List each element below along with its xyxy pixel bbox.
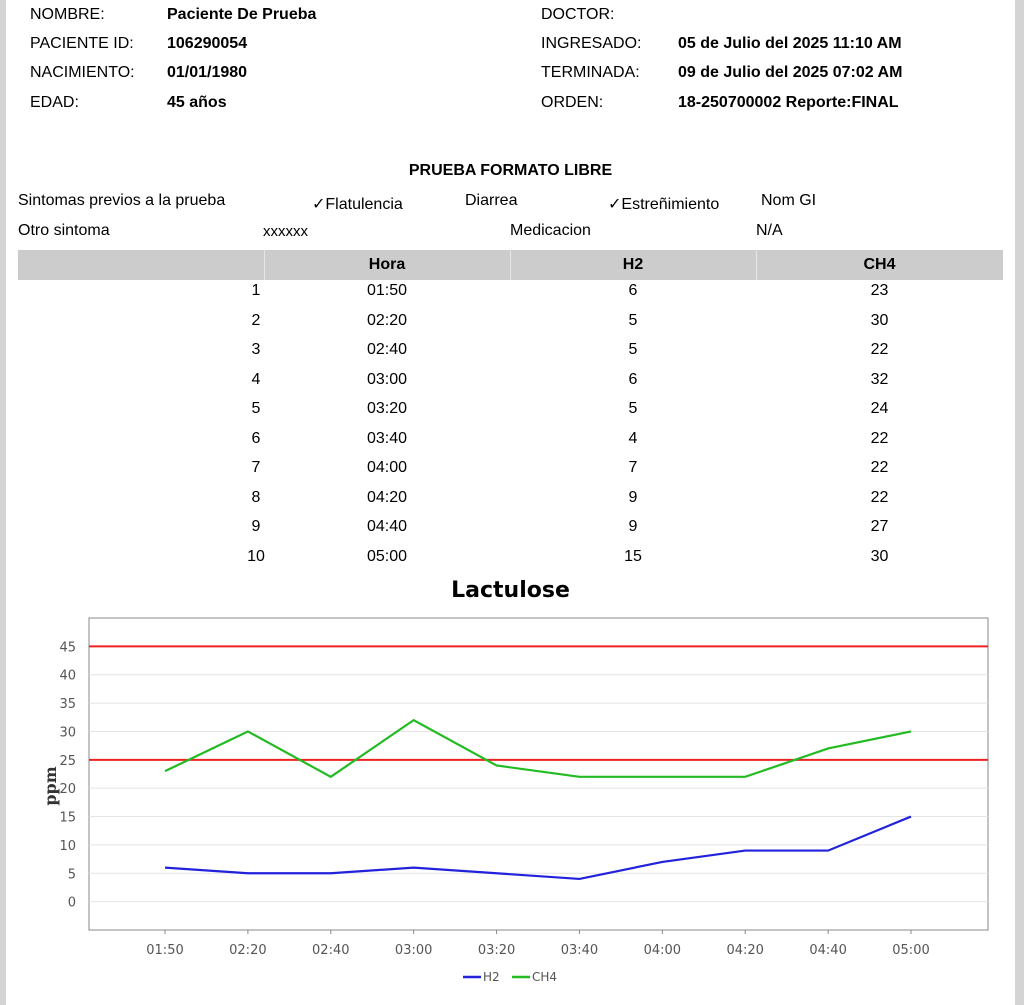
y-tick-label: 5 <box>67 867 76 883</box>
cell-hora: 02:20 <box>366 311 408 329</box>
table-row <box>18 280 1003 310</box>
cell-h2: 15 <box>624 547 642 565</box>
y-tick-label: 35 <box>59 697 76 713</box>
ingresado-value: 05 de Julio del 2025 11:10 AM <box>678 35 902 52</box>
y-tick-label: 45 <box>59 640 76 656</box>
orden-label: ORDEN: <box>541 94 604 111</box>
cell-hora: 03:00 <box>366 370 408 388</box>
y-tick-label: 25 <box>59 753 76 769</box>
cell-index: 4 <box>251 370 261 388</box>
cell-ch4: 30 <box>870 547 889 565</box>
otro-sintoma-label: Otro sintoma <box>18 222 110 239</box>
y-tick-label: 0 <box>67 895 76 911</box>
cell-ch4: 24 <box>870 400 889 417</box>
plot-area <box>89 618 988 930</box>
paciente-id-value: 106290054 <box>167 35 248 52</box>
report-page <box>6 0 1015 1005</box>
header-hora: Hora <box>368 256 406 273</box>
medicacion-label: Medicacion <box>510 222 591 239</box>
cell-index: 7 <box>251 459 261 476</box>
legend-label-h2: H2 <box>483 970 500 984</box>
cell-h2: 7 <box>628 459 638 476</box>
table-row <box>18 457 1003 487</box>
cell-index: 6 <box>251 429 261 447</box>
chart-title: Lactulose <box>451 578 570 603</box>
cell-ch4: 27 <box>870 518 889 535</box>
nacimiento-label: NACIMIENTO: <box>30 64 135 81</box>
nom-gi-label: Nom GI <box>761 192 817 209</box>
cell-hora: 03:40 <box>366 429 408 447</box>
header-index <box>18 250 264 280</box>
section-title: PRUEBA FORMATO LIBRE <box>408 162 613 179</box>
cell-index: 2 <box>251 311 261 329</box>
header-ch4: CH4 <box>863 256 896 273</box>
table-row <box>18 428 1003 458</box>
table-row <box>18 516 1003 546</box>
x-tick-label: 03:40 <box>560 943 599 958</box>
cell-hora: 04:40 <box>366 518 408 535</box>
x-tick-label: 04:00 <box>643 943 682 958</box>
cell-index: 3 <box>251 341 261 358</box>
cell-h2: 9 <box>628 488 638 506</box>
cell-ch4: 23 <box>870 282 889 299</box>
cell-ch4: 22 <box>870 488 889 506</box>
cell-index: 8 <box>251 488 261 506</box>
terminada-label: TERMINADA: <box>541 64 640 81</box>
cell-index: 5 <box>251 400 261 417</box>
cell-ch4: 22 <box>870 429 889 447</box>
y-tick-label: 40 <box>59 668 76 684</box>
estrenimiento-check: ✓Estreñimiento <box>608 196 720 213</box>
y-tick-label: 20 <box>59 782 76 798</box>
y-tick-label: 10 <box>59 838 76 854</box>
cell-hora: 04:00 <box>366 459 408 476</box>
orden-value: 18-250700002 Reporte:FINAL <box>678 94 899 111</box>
cell-h2: 5 <box>628 341 638 358</box>
cell-index: 10 <box>247 547 265 565</box>
y-axis-label: ppm <box>41 766 60 806</box>
diarrea-label: Diarrea <box>465 192 518 209</box>
cell-ch4: 30 <box>870 311 889 329</box>
cell-index: 9 <box>251 518 261 535</box>
x-tick-label: 01:50 <box>146 943 184 958</box>
ingresado-label: INGRESADO: <box>541 35 642 52</box>
cell-ch4: 22 <box>870 459 889 476</box>
sintomas-previos-label: Sintomas previos a la prueba <box>18 192 226 209</box>
cell-h2: 4 <box>628 429 638 447</box>
x-tick-label: 05:00 <box>892 943 930 958</box>
cell-h2: 5 <box>628 400 638 417</box>
header-h2: H2 <box>622 256 644 273</box>
cell-ch4: 22 <box>870 341 889 358</box>
cell-h2: 6 <box>628 282 638 299</box>
x-tick-label: 03:00 <box>394 943 433 958</box>
nombre-label: NOMBRE: <box>30 6 105 23</box>
x-tick-label: 02:40 <box>312 943 350 958</box>
x-tick-label: 02:20 <box>229 943 267 958</box>
nombre-value: Paciente De Prueba <box>167 6 317 23</box>
otro-sintoma-value: xxxxxx <box>263 223 308 240</box>
table-row <box>18 369 1003 399</box>
cell-h2: 6 <box>628 370 638 388</box>
y-tick-label: 30 <box>59 725 76 741</box>
nacimiento-value: 01/01/1980 <box>167 64 248 81</box>
lactulose-chart <box>6 600 1015 1000</box>
medicacion-value: N/A <box>756 222 783 239</box>
cell-h2: 5 <box>628 311 638 329</box>
x-tick-label: 03:20 <box>477 943 516 958</box>
terminada-value: 09 de Julio del 2025 07:02 AM <box>678 64 903 81</box>
cell-hora: 03:20 <box>366 400 408 417</box>
cell-ch4: 32 <box>870 370 889 388</box>
table-row <box>18 546 1003 576</box>
table-row <box>18 310 1003 340</box>
cell-hora: 02:40 <box>366 341 408 358</box>
table-row <box>18 339 1003 369</box>
table-header <box>18 250 1003 280</box>
cell-h2: 9 <box>628 518 638 535</box>
edad-value: 45 años <box>167 94 227 111</box>
y-tick-label: 15 <box>59 810 76 826</box>
flatulencia-check: ✓Flatulencia <box>312 196 403 213</box>
cell-hora: 05:00 <box>366 547 408 565</box>
cell-hora: 04:20 <box>366 488 408 506</box>
cell-index: 1 <box>251 282 261 299</box>
paciente-id-label: PACIENTE ID: <box>30 35 134 52</box>
legend-label-ch4: CH4 <box>532 970 558 984</box>
x-tick-label: 04:20 <box>726 943 764 958</box>
cell-hora: 01:50 <box>366 282 408 299</box>
table-row <box>18 487 1003 517</box>
table-row <box>18 398 1003 428</box>
doctor-label: DOCTOR: <box>541 6 615 23</box>
x-tick-label: 04:40 <box>809 943 847 958</box>
edad-label: EDAD: <box>30 94 79 111</box>
